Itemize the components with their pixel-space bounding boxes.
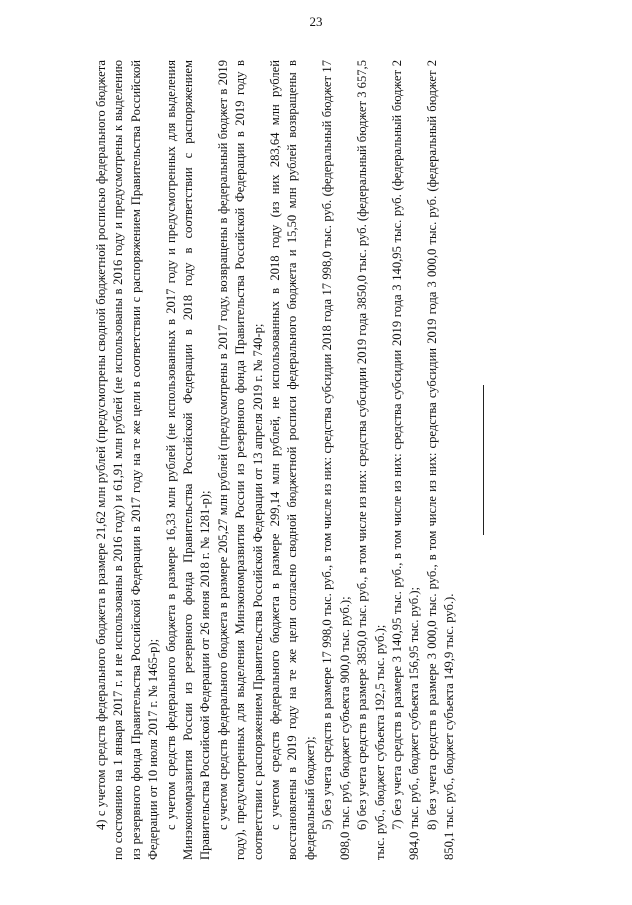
page-number: 23: [309, 14, 323, 29]
footnote-4: 4) с учетом средств федерального бюджета в размере 21,62 млн рублей (предусмотрены сводной бюджетной росписью федерального бюджета по состоянию на 1 января 2017 г. и не использованы в 2016 году) и 61,91 млн рублей (не использованы в 2016 году и предусмотрены к выделению из резервного фонда Правительства Российской Федерации в 2017 году на те же цели в соответствии с распоряжением Правительства Российской Федерации от 10 июля 2017 г. № 1465-р);: [94, 60, 161, 860]
footnote-4-cont-2017: с учетом средств федерального бюджета в размере 16,33 млн рублей (не использованных в 2017 году и предусмотренных для выделения Минэкономразвития России из резервного фонда Правительства Российской Федерации в 2018 году в соответствии с распоряжением Правительства Российской Федерации от 26 июня 2018 г. № 1281-р);: [163, 60, 213, 860]
footnotes-text-block: [93, 60, 539, 860]
footnote-6: 6) без учета средств в размере 3850,0 тыс. руб., в том числе из них: средства субсидии 2019 года 3850,0 тыс. руб. (федеральный бюджет 3 657,5 тыс. руб., бюджет субъекта 192,5 тыс. руб.);: [355, 60, 387, 860]
footnote-7: 7) без учета средств в размере 3 140,95 тыс. руб., в том числе из них: средства субсидии 2019 года 3 140,95 тыс. руб. (федеральный бюджет 2 984,0 тыс. руб., бюджет субъекта 156,95 тыс. руб.);: [389, 60, 422, 860]
footnote-5: 5) без учета средств в размере 17 998,0 тыс. руб., в том числе из них: средства субсидии 2018 года 17 998,0 тыс. руб. (федеральный бюджет 17 098,0 тыс. руб, бюджет субъекта 900,0 тыс. руб.);: [320, 60, 352, 860]
footnote-8: 8) без учета средств в размере 3 000,0 тыс. руб., в том числе из них: средства субсидии 2019 года 3 000,0 тыс. руб. (федеральный бюджет 2 850,1 тыс. руб., бюджет субъекта 149,9 тыс. руб.).: [424, 60, 457, 860]
closing-rule: [483, 385, 484, 535]
footnote-4-cont-2019: с учетом средств федерального бюджета в размере 205,27 млн рублей (предусмотрены в 2017 году, возвращены в федеральный бюджет в 2019 году), предусмотренных для выделения Минэкономразвития России из резервного фонда Правительства Российской Федерации в 2019 году в соответствии с распоряжением Правительства Российской Федерации от 13 апреля 2019 г. № 740-р;: [215, 60, 265, 860]
footnote-4-cont-2018: с учетом средств федерального бюджета в размере 299,14 млн рублей, не использованных в 2018 году (из них 283,64 млн рублей восстановлены в 2019 году на те же цели согласно сводной бюджетной росписи федерального бюджета и 15,50 млн рублей возвращены в федеральный бюджет);: [268, 60, 317, 860]
